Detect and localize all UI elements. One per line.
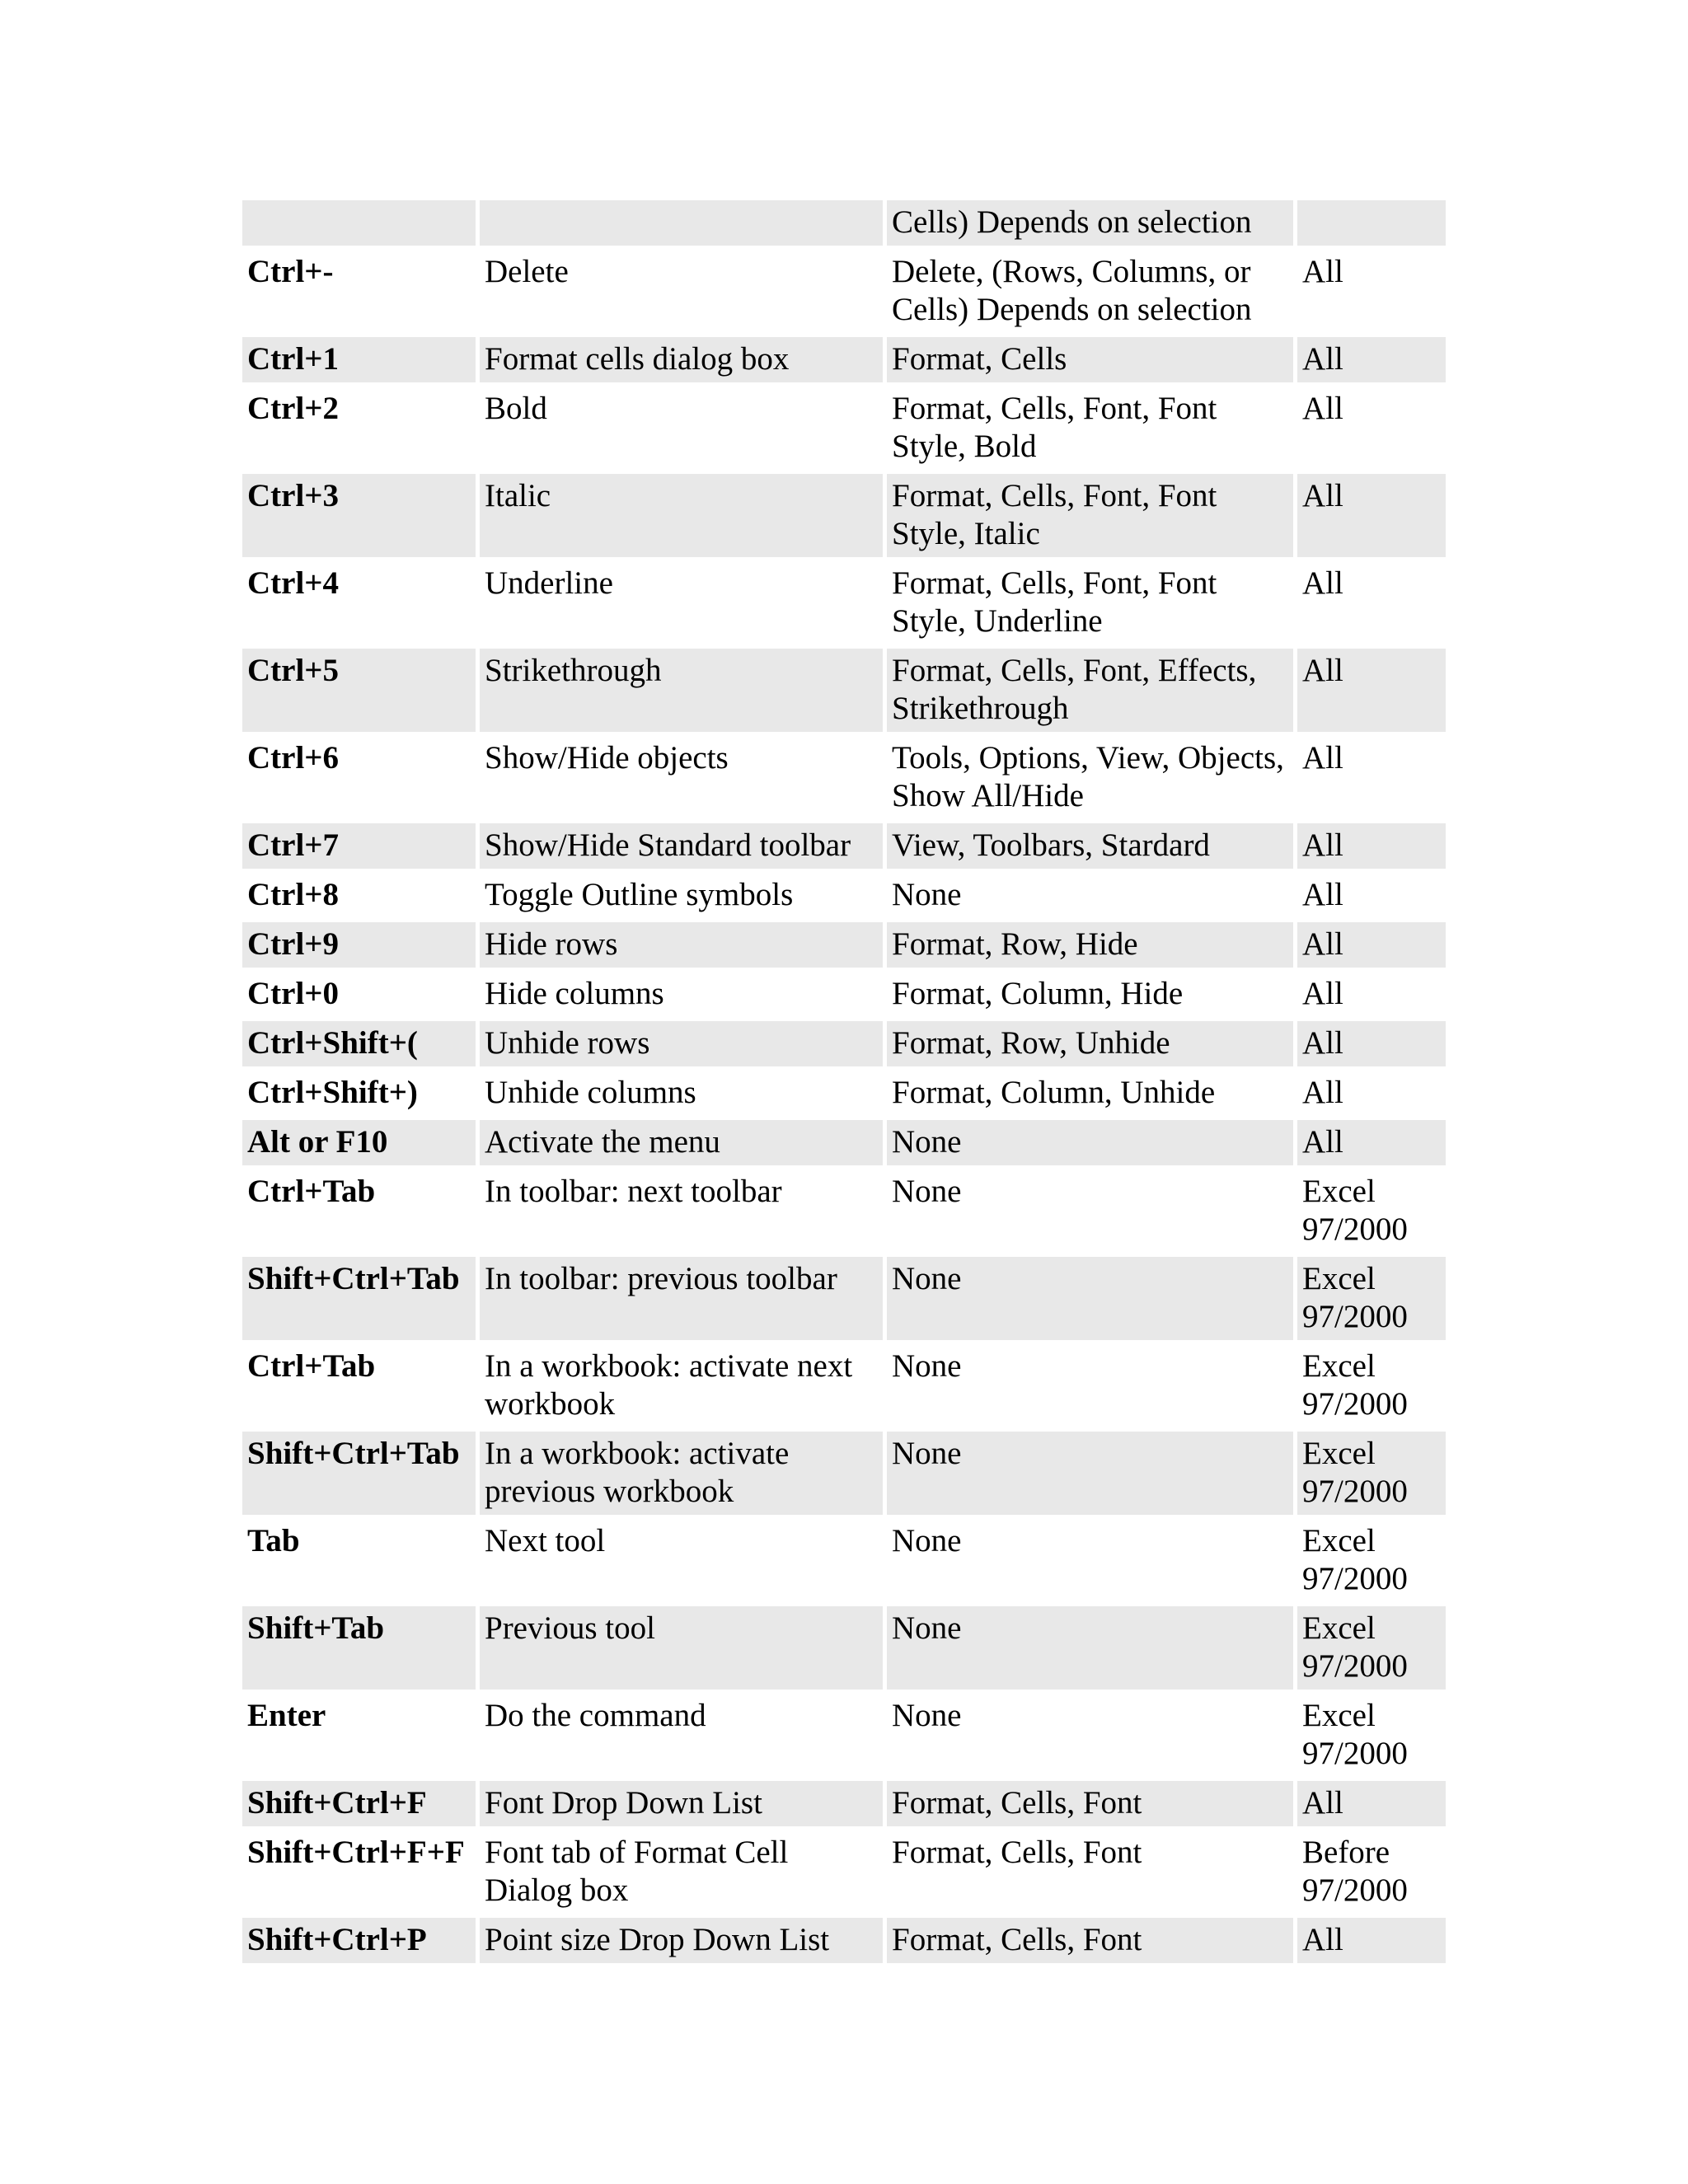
menu-path-cell: Format, Cells, Font, Font Style, Bold <box>887 387 1297 470</box>
version-cell: Excel 97/2000 <box>1302 1698 1408 1771</box>
table-row <box>242 823 1446 869</box>
table-row <box>242 561 1446 644</box>
action-cell: Hide rows <box>480 922 887 968</box>
menu-path-cell: None <box>887 1519 1297 1602</box>
shortcut-key-cell: Ctrl+3 <box>242 474 480 557</box>
shortcut-key-cell: Shift+Ctrl+F+F <box>242 1830 480 1914</box>
table-row <box>242 1918 1446 1963</box>
shortcut-key-cell: Ctrl+2 <box>242 387 480 470</box>
action-cell: Show/Hide objects <box>480 736 887 819</box>
version-cell: Excel 97/2000 <box>1302 1523 1408 1596</box>
action-cell: Delete <box>480 250 887 333</box>
version-cell: All <box>1302 976 1343 1011</box>
table-row <box>242 1830 1446 1914</box>
version-cell: All <box>1302 1075 1343 1110</box>
shortcut-key-cell: Shift+Tab <box>242 1606 480 1690</box>
shortcut-table <box>242 196 1446 1967</box>
action-cell: In a workbook: activate next workbook <box>480 1344 887 1427</box>
action-cell: Bold <box>480 387 887 470</box>
table-row <box>242 1071 1446 1116</box>
action-cell: Previous tool <box>480 1606 887 1690</box>
shortcut-key-cell: Shift+Ctrl+F <box>242 1781 480 1826</box>
version-cell: All <box>1302 877 1343 912</box>
menu-path-cell: Tools, Options, View, Objects, Show All/Hide <box>887 736 1297 819</box>
table-row <box>242 736 1446 819</box>
action-cell: In toolbar: previous toolbar <box>480 1257 887 1340</box>
table-row <box>242 200 1446 246</box>
table-row <box>242 972 1446 1017</box>
shortcut-key-cell: Enter <box>242 1694 480 1777</box>
menu-path-cell: Format, Cells, Font, Font Style, Underline <box>887 561 1297 644</box>
action-cell: In toolbar: next toolbar <box>480 1169 887 1253</box>
action-cell: Unhide rows <box>480 1021 887 1066</box>
table-row <box>242 1169 1446 1253</box>
version-cell: All <box>1302 740 1343 776</box>
shortcut-key-cell: Ctrl+8 <box>242 873 480 918</box>
version-cell <box>1297 200 1446 246</box>
menu-path-cell: View, Toolbars, Stardard <box>887 823 1297 869</box>
table-row <box>242 1120 1446 1165</box>
table-row <box>242 1694 1446 1777</box>
action-cell: Strikethrough <box>480 649 887 732</box>
version-cell: All <box>1302 565 1343 601</box>
table-row <box>242 1257 1446 1340</box>
action-cell: Toggle Outline symbols <box>480 873 887 918</box>
version-cell: Excel 97/2000 <box>1297 1432 1446 1515</box>
version-cell: Excel 97/2000 <box>1302 1174 1408 1247</box>
version-cell: All <box>1297 337 1446 382</box>
shortcut-key-cell: Ctrl+Tab <box>242 1169 480 1253</box>
action-cell: Font tab of Format Cell Dialog box <box>480 1830 887 1914</box>
shortcut-key-cell: Ctrl+Shift+) <box>242 1071 480 1116</box>
shortcut-key-cell: Ctrl+7 <box>242 823 480 869</box>
version-cell: Excel 97/2000 <box>1297 1606 1446 1690</box>
action-cell: Show/Hide Standard toolbar <box>480 823 887 869</box>
version-cell: All <box>1302 254 1343 289</box>
shortcut-key-cell: Ctrl+Tab <box>242 1344 480 1427</box>
version-cell: Excel 97/2000 <box>1302 1348 1408 1422</box>
shortcut-table-body <box>242 200 1446 1963</box>
action-cell: Next tool <box>480 1519 887 1602</box>
menu-path-cell: Cells) Depends on selection <box>887 200 1297 246</box>
table-row <box>242 474 1446 557</box>
menu-path-cell: Format, Cells, Font <box>887 1830 1297 1914</box>
menu-path-cell: Format, Row, Hide <box>887 922 1297 968</box>
table-row <box>242 1781 1446 1826</box>
version-cell: All <box>1297 1120 1446 1165</box>
action-cell: Do the command <box>480 1694 887 1777</box>
version-cell: Excel 97/2000 <box>1297 1257 1446 1340</box>
menu-path-cell: Format, Cells, Font, Effects, Strikethrough <box>887 649 1297 732</box>
action-cell: Format cells dialog box <box>480 337 887 382</box>
shortcut-key-cell: Shift+Ctrl+Tab <box>242 1432 480 1515</box>
action-cell: Unhide columns <box>480 1071 887 1116</box>
action-cell: Underline <box>480 561 887 644</box>
shortcut-key-cell: Ctrl+Shift+( <box>242 1021 480 1066</box>
action-cell: Italic <box>480 474 887 557</box>
menu-path-cell: None <box>887 1257 1297 1340</box>
action-cell: Activate the menu <box>480 1120 887 1165</box>
shortcut-key-cell: Ctrl+0 <box>242 972 480 1017</box>
menu-path-cell: None <box>887 1694 1297 1777</box>
version-cell: All <box>1297 649 1446 732</box>
shortcut-key-cell <box>242 200 480 246</box>
table-row <box>242 649 1446 732</box>
menu-path-cell: Format, Cells, Font <box>887 1781 1297 1826</box>
table-row <box>242 250 1446 333</box>
shortcut-key-cell: Ctrl+1 <box>242 337 480 382</box>
shortcut-key-cell: Ctrl+5 <box>242 649 480 732</box>
table-row <box>242 1432 1446 1515</box>
version-cell: All <box>1297 1781 1446 1826</box>
menu-path-cell: None <box>887 1169 1297 1253</box>
menu-path-cell: None <box>887 873 1297 918</box>
menu-path-cell: Format, Row, Unhide <box>887 1021 1297 1066</box>
version-cell: All <box>1297 474 1446 557</box>
menu-path-cell: None <box>887 1344 1297 1427</box>
version-cell: All <box>1297 922 1446 968</box>
shortcut-key-cell: Ctrl+9 <box>242 922 480 968</box>
menu-path-cell: Format, Column, Unhide <box>887 1071 1297 1116</box>
menu-path-cell: Format, Cells <box>887 337 1297 382</box>
action-cell: Point size Drop Down List <box>480 1918 887 1963</box>
shortcut-key-cell: Tab <box>242 1519 480 1602</box>
menu-path-cell: None <box>887 1606 1297 1690</box>
action-cell: Hide columns <box>480 972 887 1017</box>
table-row <box>242 1606 1446 1690</box>
shortcut-key-cell: Ctrl+6 <box>242 736 480 819</box>
version-cell: All <box>1297 1021 1446 1066</box>
menu-path-cell: None <box>887 1432 1297 1515</box>
table-row <box>242 337 1446 382</box>
table-row <box>242 387 1446 470</box>
table-row <box>242 1021 1446 1066</box>
shortcut-key-cell: Ctrl+- <box>242 250 480 333</box>
menu-path-cell: Format, Cells, Font <box>887 1918 1297 1963</box>
version-cell: All <box>1302 391 1343 426</box>
version-cell: Before 97/2000 <box>1302 1835 1408 1908</box>
action-cell: In a workbook: activate previous workbook <box>480 1432 887 1515</box>
shortcut-key-cell: Alt or F10 <box>242 1120 480 1165</box>
table-row <box>242 873 1446 918</box>
table-row <box>242 1344 1446 1427</box>
table-row <box>242 1519 1446 1602</box>
menu-path-cell: Format, Cells, Font, Font Style, Italic <box>887 474 1297 557</box>
menu-path-cell: Format, Column, Hide <box>887 972 1297 1017</box>
shortcut-key-cell: Ctrl+4 <box>242 561 480 644</box>
shortcut-key-cell: Shift+Ctrl+P <box>242 1918 480 1963</box>
action-cell: Font Drop Down List <box>480 1781 887 1826</box>
shortcut-key-cell: Shift+Ctrl+Tab <box>242 1257 480 1340</box>
version-cell: All <box>1297 823 1446 869</box>
action-cell <box>480 200 887 246</box>
table-row <box>242 922 1446 968</box>
version-cell: All <box>1297 1918 1446 1963</box>
menu-path-cell: Delete, (Rows, Columns, or Cells) Depends on selection <box>887 250 1297 333</box>
menu-path-cell: None <box>887 1120 1297 1165</box>
